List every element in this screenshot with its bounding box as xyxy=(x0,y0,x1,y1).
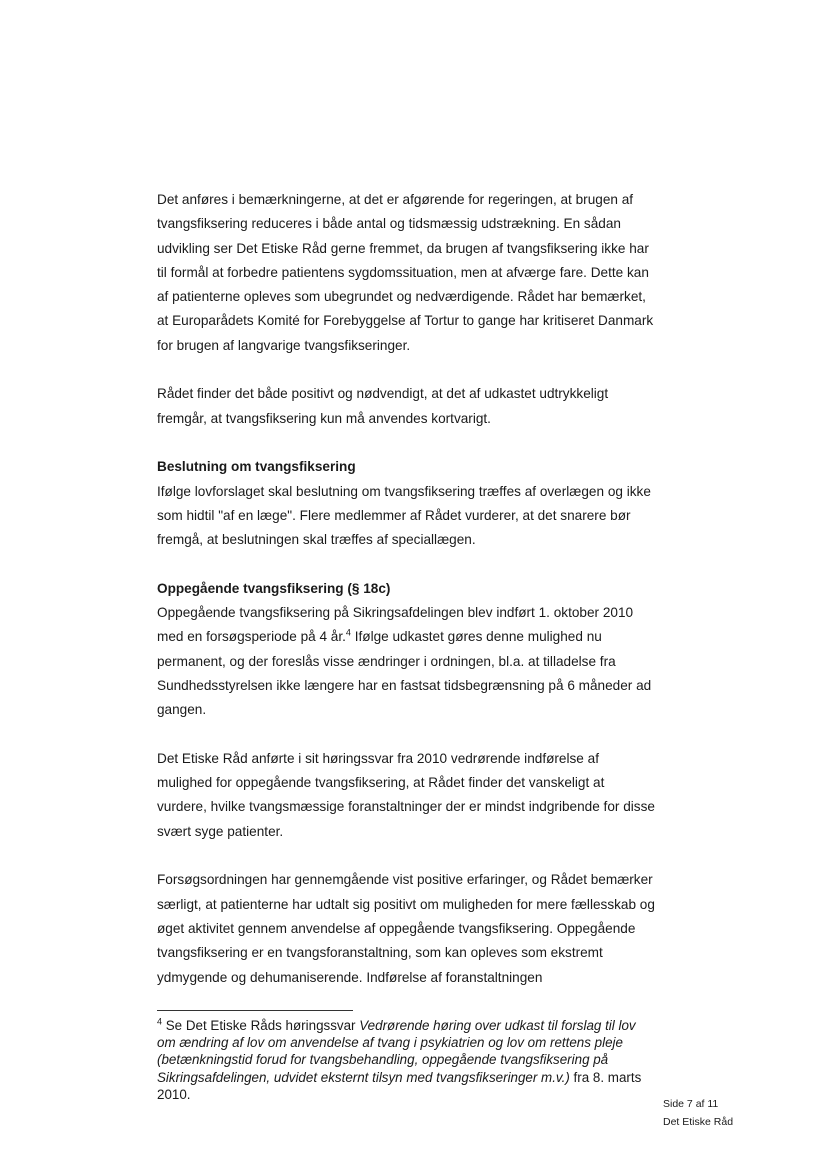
footnote-prefix: Se Det Etiske Råds høringssvar xyxy=(162,1018,360,1033)
footnote-title: Vedrørende høring over udkast til forslag til lov om ændring af lov om anvendelse af tvang i psykiatrien og lov om rettens pleje (betænkningstid forud for tvangsbehandling, oppegående tvangsfiksering på Sikringsafdelingen, udvidet eksternt tilsyn med tvangsfikseringer m.v.) xyxy=(157,1018,636,1085)
section-heading-decision: Beslutning om tvangsfiksering xyxy=(157,459,356,475)
section-body-ambulant xyxy=(157,601,657,722)
paragraph-intro: Det anføres i bemærkningerne, at det er afgørende for regeringen, at brugen af tvangsfiksering reduceres i både antal og tidsmæssig udstrækning. En sådan udvikling ser Det Etiske Råd gerne fremmet, da brugen af tvangsfiksering ikke har til formål at forbedre patientens sygdomssituation, men at afværge fare. Dette kan af patienterne opleves som ubegrundet og nedværdigende. Rådet har bemærket, at Europarådets Komité for Forebyggelse af Tortur to gange har kritiseret Danmark for brugen af langvarige tvangsfikseringer. xyxy=(157,192,654,353)
section-body-decision: Ifølge lovforslaget skal beslutning om tvangsfiksering træffes af overlægen og ikke som hidtil "af en læge". Flere medlemmer af Rådet vurderer, at det snarere bør fremgå, at beslutningen skal træffes af speciallægen. xyxy=(157,483,651,548)
footnote-reference[interactable]: 4 xyxy=(345,627,351,638)
section-heading-ambulant: Oppegående tvangsfiksering (§ 18c) xyxy=(157,580,391,596)
page-footer xyxy=(663,1095,773,1131)
ambulant-text-after: Ifølge udkastet gøres denne mulighed nu permanent, og der foreslås visse ændringer i ordningen, bl.a. at tilladelse fra Sundhedsstyrelsen ikke længere har en fastsat tidsbegrænsning på 6 måneder ad gangen. xyxy=(157,629,652,718)
footnote xyxy=(157,1017,647,1103)
paragraph-hearing-2010: Det Etiske Råd anførte i sit høringssvar fra 2010 vedrørende indførelse af mulighed for oppegående tvangsfiksering, at Rådet finder det vanskeligt at vurdere, hvilke tvangsmæssige foranstaltninger der er mindst indgribende for disse svært syge patienter. xyxy=(157,750,655,839)
footer-organization: Det Etiske Råd xyxy=(663,1116,734,1128)
body-text xyxy=(157,188,657,1014)
paragraph-trial-experience: Forsøgsordningen har gennemgående vist positive erfaringer, og Rådet bemærker særligt, at patienterne har udtalt sig positivt om muligheden for mere fællesskab og øget aktivitet gennem anvendelse af oppegående tvangsfiksering. Oppegående tvangsfiksering er en tvangsforanstaltning, som kan opleves som ekstremt ydmygende og dehumaniserende. Indførelse af foranstaltningen xyxy=(157,872,655,985)
footnote-separator xyxy=(157,1010,353,1011)
page-number: Side 7 af 11 xyxy=(663,1098,719,1110)
footnote-number: 4 xyxy=(157,1016,163,1027)
paragraph-short-duration: Rådet finder det både positivt og nødvendigt, at det af udkastet udtrykkeligt fremgår, at tvangsfiksering kun må anvendes kortvarigt. xyxy=(157,386,609,426)
footnote-suffix: fra 8. marts 2010. xyxy=(157,1069,642,1102)
ambulant-text-before: Oppegående tvangsfiksering på Sikringsafdelingen blev indført 1. oktober 2010 med en forsøgsperiode på 4 år. xyxy=(157,605,634,645)
